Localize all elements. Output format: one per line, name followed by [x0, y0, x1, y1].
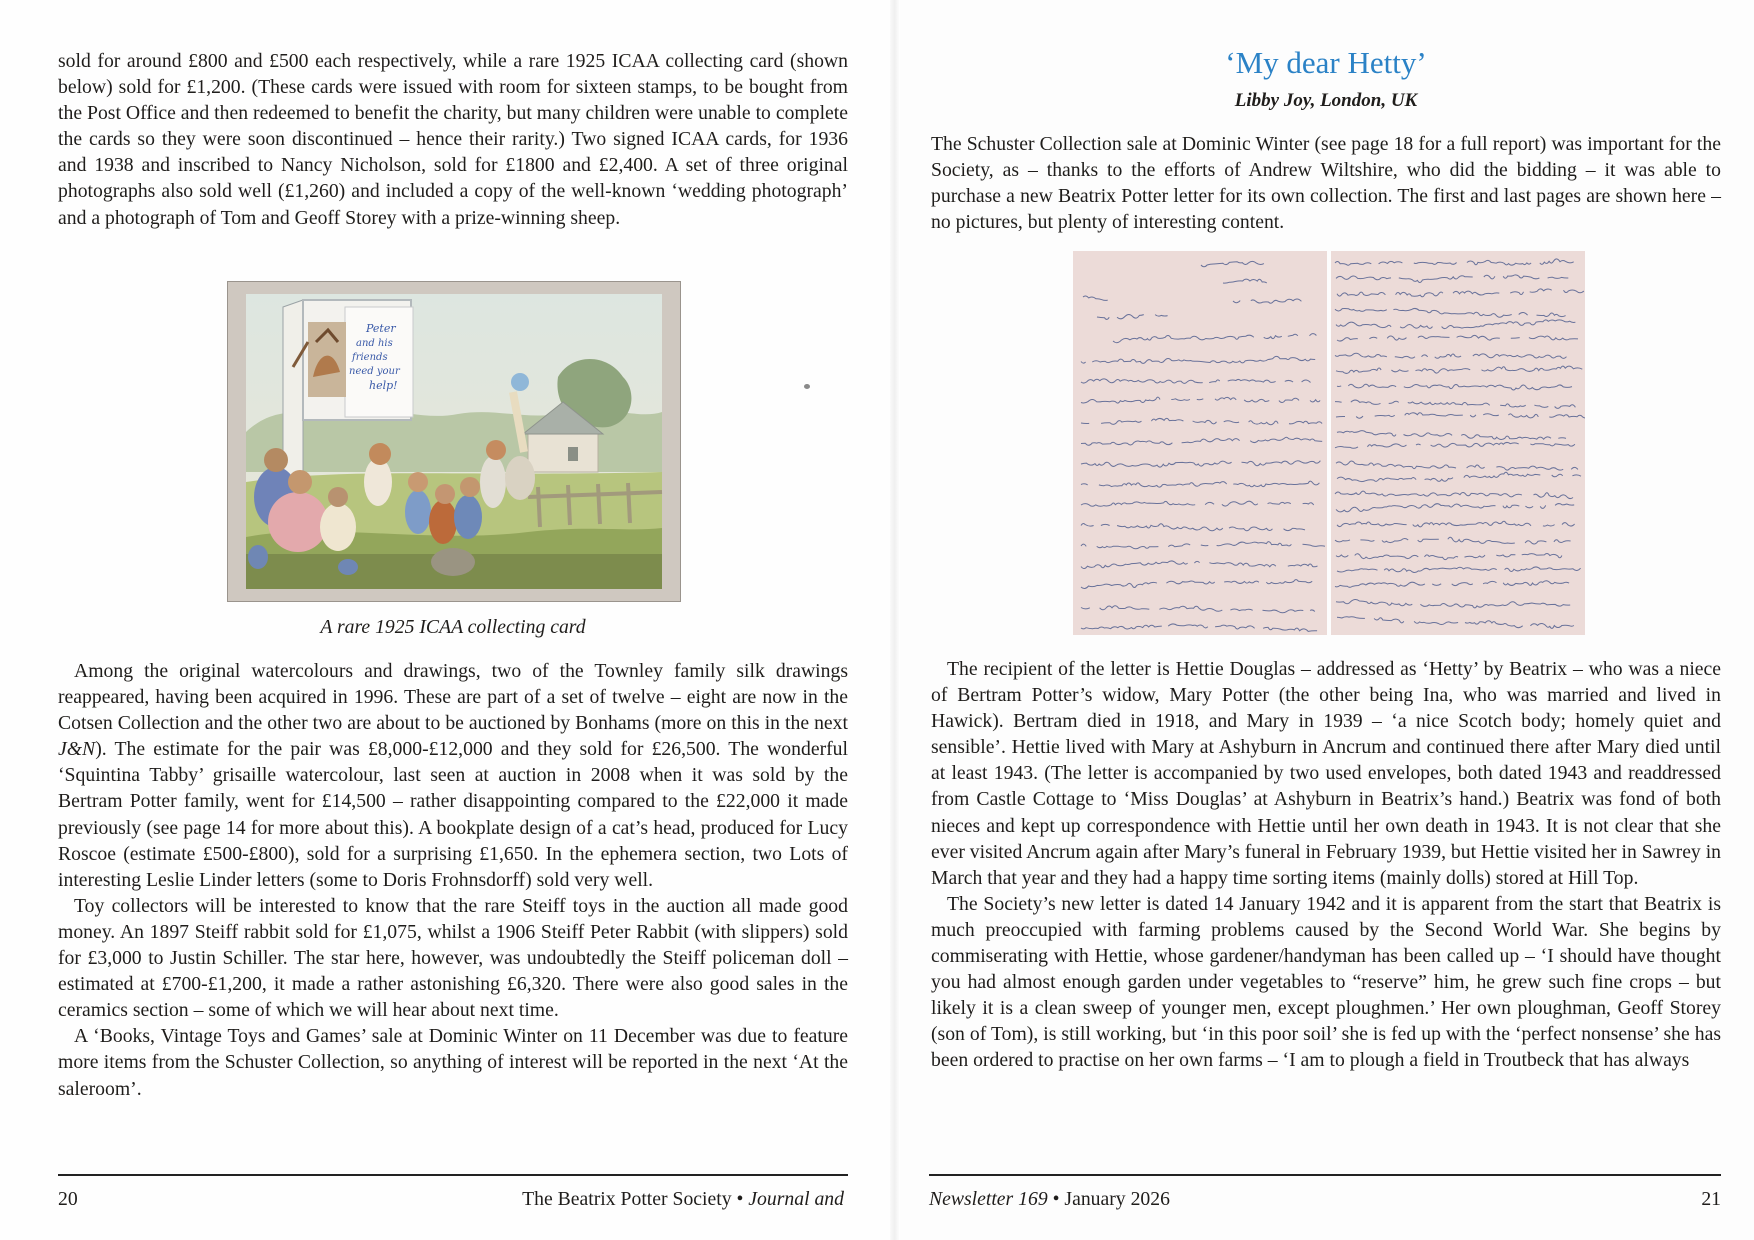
footer-bullet-right: •: [1052, 1188, 1060, 1210]
left-footer-journal: [522, 1186, 844, 1212]
footer-society-name: The Beatrix Potter Society: [522, 1188, 732, 1210]
left-intro-text: sold for around £800 and £500 each respectively, while a rare 1925 ICAA collecting card (shown below) sold for £1,200. (These cards were issued with room for sixteen stamps, to be bought from the Post Office and then redeemed to benefit the charity, but many children were unable to complete the cards so they were soon discontinued – hence their rarity.) Two signed ICAA cards, for 1936 and 1938 and inscribed to Nancy Nicholson, sold for £1800 and £2,400. A set of three original photographs also sold well (£1,260) and included a copy of the well-known ‘wedding photograph’ and a photograph of Tom and Geoff Storey with a prize-winning sheep.: [58, 50, 848, 229]
footer-bullet-left: •: [736, 1188, 744, 1210]
article-byline: Libby Joy, London, UK: [1234, 90, 1418, 111]
handwriting-line: [1336, 599, 1570, 607]
handwriting-line: [1337, 335, 1578, 341]
article-title: ‘My dear Hetty’: [1225, 45, 1427, 80]
collecting-card-illustration: [228, 282, 680, 601]
card-text-line-4: need your: [349, 366, 400, 377]
handwriting-line: [1081, 481, 1319, 487]
handwriting-line: [1336, 320, 1575, 329]
jn-abbrev: J&N: [58, 738, 96, 761]
handwriting-line: [1081, 580, 1312, 589]
handwriting-line: [1081, 397, 1320, 403]
figure-caption: A rare 1925 ICAA collecting card: [320, 616, 586, 638]
handwriting-line: [1336, 504, 1574, 512]
handwriting-line: [1336, 553, 1562, 559]
handwriting-line: [1337, 567, 1581, 573]
handwriting-line: [1335, 442, 1585, 448]
handwriting-line: [1081, 606, 1315, 613]
handwriting-line: [1083, 296, 1118, 300]
handwriting-line: [1081, 379, 1311, 384]
handwriting-line: [1336, 413, 1585, 419]
handwriting-line: [1335, 400, 1575, 408]
letter-last-page-handwriting: [1331, 251, 1585, 635]
card-text-line-3: friends: [352, 352, 388, 363]
right-paragraph-recipient: The recipient of the letter is Hettie Douglas – addressed as ‘Hetty’ by Beatrix – who was a niece of Bertram Potter’s widow, Mary Potter (the other being Ina, who was married and lived in Hawick). Bertram died in 1918, and Mary in 1939 – ‘a nice Scotch body; homely quiet and sensible’. Hettie lived with Mary at Ashyburn in Ancrum and continued there after Mary died until at least 1943. (The letter is accompanied by two used envelopes, both dated 1943 and readdressed from Castle Cottage to ‘Miss Douglas’ at Ashyburn in Beatrix’s hand.) Beatrix was fond of both nieces and kept up correspondence with Hettie until her own death in 1943. It is not clear that she ever visited Ancrum again after Mary’s funeral in February 1939, but Hettie visited her in Sawrey in March that year and they had a happy time sorting items (mainly dolls) stored at Hill Top.: [931, 658, 1722, 889]
card-text-line-5: help!: [369, 379, 398, 392]
handwriting-line: [1081, 461, 1320, 467]
letter-first-page-handwriting: [1073, 251, 1327, 635]
handwriting-line: [1081, 624, 1317, 631]
handwriting-line: [1081, 356, 1325, 363]
handwriting-line: [1337, 431, 1575, 440]
right-page-number: 21: [1701, 1188, 1721, 1210]
handwriting-line: [1337, 384, 1572, 390]
handwriting-line: [1081, 437, 1322, 445]
handwriting-line: [1201, 261, 1264, 266]
handwriting-line: [1336, 275, 1580, 283]
letter-first-page-image: [1073, 251, 1327, 635]
handwriting-line: [1337, 289, 1584, 297]
card-text-line-2: and his: [356, 338, 393, 349]
letter-last-page-image: [1331, 251, 1585, 635]
left-paragraph-sale: A ‘Books, Vintage Toys and Games’ sale at Dominic Winter on 11 December was due to feature more items from the Schuster Collection, so anything of interest will be reported in the next ‘At the saleroom’.: [58, 1025, 848, 1100]
collecting-card-image: [227, 281, 681, 602]
handwriting-line: [1335, 308, 1575, 317]
handwriting-line: [1233, 299, 1301, 303]
footer-journal-italic: Journal and: [748, 1188, 844, 1210]
handwriting-line: [1336, 366, 1582, 373]
handwriting-line: [1081, 524, 1305, 531]
page-speck: [804, 384, 810, 389]
footer-date: January 2026: [1064, 1188, 1170, 1210]
right-footer-newsletter: [929, 1186, 1170, 1212]
handwriting-line: [1336, 461, 1578, 470]
handwriting-line: [1335, 537, 1571, 544]
left-paragraph-toys: Toy collectors will be interested to know that the rare Steiff toys in the auction all made good money. An 1897 Steiff rabbit sold for £1,075, whilst a 1906 Steiff Peter Rabbit (with slippers) sold for £3,000 to Justin Schiller. The star here, however, was undoubtedly the Steiff policeman doll – estimated at £700-£1,200, it made a rather astonishing £6,320. There were also good sales in the ceramics section – some of which we will hear about next time.: [58, 894, 848, 1022]
handwriting-line: [1337, 521, 1575, 527]
watercolours-text-end: ). The estimate for the pair was £8,000-£12,000 and they sold for £26,500. The wonderful ‘Squintina Tabby’ grisaille watercolour, last seen at auction in 2008 when it was sold by the Bertram Potter family, went for £14,500 – rather disappointing compared to the £22,000 it made previously (see page 14 for more about this). A bookplate design of a cat’s head, produced for Lucy Roscoe (estimate £500-£800), sold for a surprising £1,650. In the ephemera section, two Lots of interesting Leslie Linder letters (some to Doris Frohnsdorff) sold very well.: [58, 738, 848, 891]
handwriting-line: [1337, 617, 1574, 629]
right-intro-text: The Schuster Collection sale at Dominic Winter (see page 18 for a full report) was important for the Society, as – thanks to the efforts of Andrew Wiltshire, who did the bidding – it was able to purchase a new Beatrix Potter letter for its own collection. The first and last pages are shown here – no pictures, but plenty of interesting content.: [931, 133, 1721, 234]
handwriting-line: [1335, 581, 1569, 588]
handwriting-line: [1081, 561, 1325, 569]
handwriting-line: [1113, 334, 1325, 343]
footer-newsletter-italic: Newsletter 169: [929, 1188, 1048, 1210]
card-text-line-1: Peter: [366, 322, 396, 335]
left-footer-rule: [58, 1174, 848, 1176]
handwriting-line: [1097, 314, 1168, 319]
handwriting-line: [1223, 279, 1267, 283]
watercolours-text-start: Among the original watercolours and drawings, two of the Townley family silk drawings reappeared, having been acquired in 1996. These are part of a set of twelve – eight are now in the Cotsen Collection and the other two are about to be auctioned by Bonhams (more on this in the next: [58, 660, 848, 735]
right-body-text: [931, 656, 1721, 1074]
page-gutter: [890, 0, 900, 1240]
handwriting-line: [1081, 418, 1322, 424]
left-intro-paragraph: [58, 48, 848, 231]
handwriting-line: [1335, 491, 1583, 499]
handwriting-line: [1335, 353, 1567, 358]
left-body-text: [58, 658, 848, 1102]
left-page-number: 20: [58, 1188, 78, 1210]
handwriting-line: [1335, 259, 1574, 265]
right-paragraph-new-letter: The Society’s new letter is dated 14 January 1942 and it is apparent from the start that Beatrix is much preoccupied with farming problems caused by the Second World War. She begins by commiserating with Hettie, whose gardener/handyman has been called up – ‘I should have thought you had almost enough garden under vegetables to “reserve” him, he grew such fine crops – but likely it is a clean sweep of younger men, except ploughmen.’ Her own ploughman, Geoff Storey (son of Tom), is still working, but ‘in this poor soil’ she is fed up with the ‘perfect nonsense’ she has been ordered to practise on her own farms – ‘I am to plough a field in Troutbeck that has always: [931, 892, 1721, 1072]
right-footer-rule: [929, 1174, 1721, 1176]
handwriting-line: [1081, 542, 1325, 549]
handwriting-line: [1081, 501, 1320, 506]
handwriting-line: [1337, 472, 1581, 481]
right-intro-paragraph: [931, 131, 1721, 235]
left-paragraph-watercolours: [58, 658, 848, 893]
